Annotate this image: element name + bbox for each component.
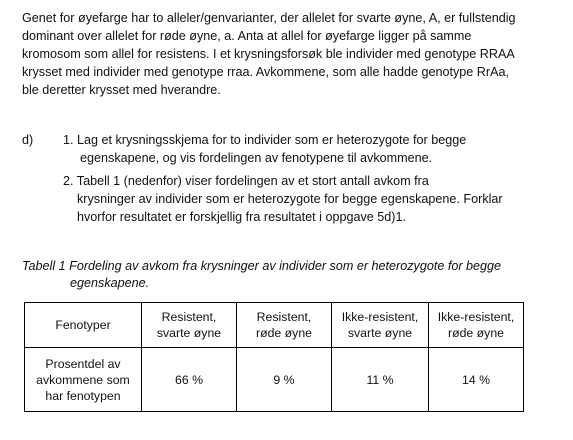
row-label-text: avkommene som — [36, 372, 130, 387]
intro-line: dominant over allelet for røde øyne, a. Anta at allel for øyefarge ligger på samme — [22, 29, 472, 43]
question-2-line: krysninger av individer som er heterozygote for begge egenskapene. Forklar — [77, 192, 503, 206]
header-text: røde øyne — [447, 326, 505, 340]
row-label-text: har fenotypen — [45, 388, 121, 403]
header-label: Fenotyper — [55, 318, 111, 332]
intro-line: ble deretter krysset med hverandre. — [22, 83, 221, 97]
row-label-cell — [25, 348, 142, 412]
header-text: Ikke-resistent, — [437, 310, 515, 324]
header-cell — [142, 303, 237, 348]
intro-paragraph — [22, 9, 567, 99]
table-caption — [22, 258, 501, 292]
header-label-cell — [25, 303, 142, 348]
table-caption-line: egenskapene. — [70, 276, 150, 290]
table-caption-line: Tabell 1 Fordeling av avkom fra krysninger av individer som er heterozygote for begge — [22, 259, 502, 273]
intro-line: Genet for øyefarge har to alleler/genvarianter, der allelet for svarte øyne, A, er fullstendig — [22, 11, 516, 25]
question-1-line: egenskapene, og vis fordelingen av fenotypene til avkommene. — [80, 151, 433, 165]
intro-line: krysset med individer med genotype rraa. Avkommene, som alle hadde genotype RrAa, — [22, 65, 509, 79]
intro-line: kromosom som allel for resistens. I et krysningsforsøk ble individer med genotype RRAA — [22, 47, 515, 61]
header-text: Ikke-resistent, — [341, 310, 419, 324]
header-cell — [237, 303, 332, 348]
header-cell — [429, 303, 524, 348]
header-text: svarte øyne — [347, 326, 413, 340]
value-cell: 14 % — [429, 348, 524, 412]
value-cell: 66 % — [142, 348, 237, 412]
table-header-row — [25, 303, 524, 348]
header-text: Resistent, — [256, 310, 312, 324]
question-1 — [63, 131, 466, 167]
question-2 — [63, 172, 503, 226]
task-label: d) — [22, 133, 34, 147]
question-2-line: hvorfor resultatet er forskjellig fra resultatet i oppgave 5d)1. — [77, 210, 406, 224]
table-row — [25, 348, 524, 412]
value-cell: 9 % — [237, 348, 332, 412]
header-text: Resistent, — [161, 310, 217, 324]
question-2-line: 2. Tabell 1 (nedenfor) viser fordelingen av et stort antall avkom fra — [63, 174, 429, 188]
header-cell — [332, 303, 429, 348]
header-text: svarte øyne — [156, 326, 222, 340]
phenotype-table — [24, 302, 524, 412]
value-cell: 11 % — [332, 348, 429, 412]
question-1-line: 1. Lag et krysningsskjema for to individer som er heterozygote for begge — [63, 133, 467, 147]
header-text: røde øyne — [255, 326, 313, 340]
row-label-text: Prosentdel av — [45, 356, 121, 371]
